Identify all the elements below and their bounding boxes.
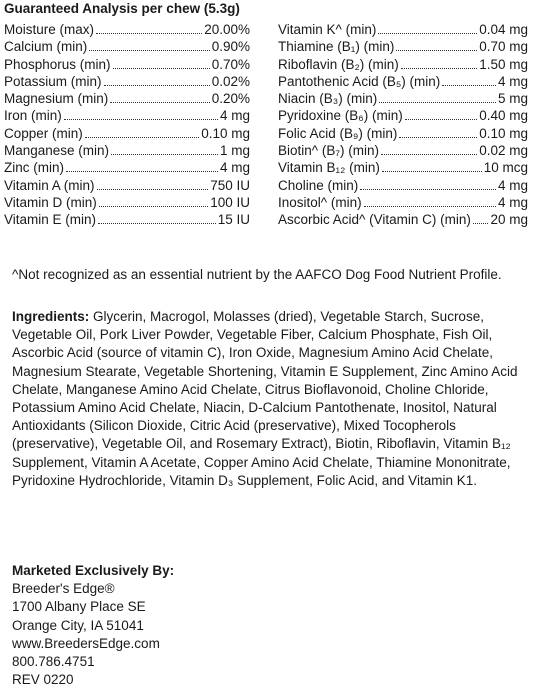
analysis-right-column xyxy=(278,22,528,230)
company-name: Breeder's Edge® xyxy=(12,581,115,597)
nutrient-value: 4 mg xyxy=(219,160,250,176)
phone-number: 800.786.4751 xyxy=(12,654,95,670)
analysis-row xyxy=(278,212,528,229)
nutrient-name: Vitamin E (min) xyxy=(4,212,97,228)
analysis-row xyxy=(4,178,250,195)
dot-leader xyxy=(85,137,199,138)
dot-leader xyxy=(110,102,209,103)
dot-leader xyxy=(98,223,216,224)
analysis-title: Guaranteed Analysis per chew (5.3g) xyxy=(4,1,240,16)
dot-leader xyxy=(401,68,477,69)
nutrient-value: 4 mg xyxy=(219,108,250,124)
analysis-row xyxy=(278,39,528,56)
marketed-by-block xyxy=(12,562,174,689)
nutrient-name: Pyridoxine (B₆) (min) xyxy=(278,108,403,124)
nutrient-value: 750 IU xyxy=(210,177,250,193)
nutrient-value: 15 IU xyxy=(217,212,250,228)
nutrient-value: 0.10 mg xyxy=(479,125,528,141)
nutrient-name: Vitamin A (min) xyxy=(4,177,95,193)
dot-leader xyxy=(113,68,210,69)
ingredients-block xyxy=(12,308,524,490)
nutrient-name: Copper (min) xyxy=(4,125,83,141)
analysis-row xyxy=(278,178,528,195)
nutrient-name: Thiamine (B₁) (min) xyxy=(278,39,395,55)
nutrient-name: Phosphorus (min) xyxy=(4,56,111,72)
analysis-row xyxy=(278,143,528,160)
nutrient-name: Riboflavin (B₂) (min) xyxy=(278,56,399,72)
aafco-footnote: ^Not recognized as an essential nutrient by the AAFCO Dog Food Nutrient Profile. xyxy=(12,267,502,282)
nutrient-value: 4 mg xyxy=(497,73,528,89)
nutrient-value: 0.70 mg xyxy=(479,39,528,55)
nutrient-name: Inositol^ (min) xyxy=(278,194,362,210)
nutrient-name: Ascorbic Acid^ (Vitamin C) (min) xyxy=(278,212,471,228)
dot-leader xyxy=(364,206,496,207)
nutrient-name: Potassium (min) xyxy=(4,73,102,89)
dot-leader xyxy=(382,171,482,172)
nutrient-value: 1.50 mg xyxy=(479,56,528,72)
address-line-2: Orange City, IA 51041 xyxy=(12,617,144,633)
nutrient-name: Choline (min) xyxy=(278,177,359,193)
analysis-row xyxy=(4,212,250,229)
dot-leader xyxy=(66,171,218,172)
analysis-row xyxy=(278,160,528,177)
dot-leader xyxy=(64,119,218,120)
dot-leader xyxy=(396,50,477,51)
nutrient-value: 20 mg xyxy=(490,212,528,228)
nutrient-name: Zinc (min) xyxy=(4,160,64,176)
analysis-left-column xyxy=(4,22,250,230)
nutrient-value: 0.04 mg xyxy=(479,22,528,37)
nutrient-name: Niacin (B₃) (min) xyxy=(278,91,378,107)
nutrient-value: 0.10 mg xyxy=(201,125,250,141)
nutrient-value: 0.70% xyxy=(211,56,250,72)
dot-leader xyxy=(104,85,210,86)
dot-leader xyxy=(381,154,477,155)
analysis-row xyxy=(4,126,250,143)
nutrient-name: Biotin^ (B₇) (min) xyxy=(278,143,379,159)
analysis-row xyxy=(4,143,250,160)
nutrient-value: 1 mg xyxy=(219,143,250,159)
nutrient-value: 0.02% xyxy=(211,73,250,89)
analysis-row xyxy=(4,195,250,212)
analysis-row xyxy=(278,57,528,74)
nutrient-value: 0.20% xyxy=(211,91,250,107)
dot-leader xyxy=(379,102,496,103)
dot-leader xyxy=(111,154,218,155)
analysis-row xyxy=(4,108,250,125)
analysis-row xyxy=(4,22,250,39)
dot-leader xyxy=(97,189,209,190)
nutrient-name: Folic Acid (B₉) (min) xyxy=(278,125,398,141)
analysis-row xyxy=(278,22,528,39)
nutrient-value: 0.40 mg xyxy=(479,108,528,124)
nutrient-name: Manganese (min) xyxy=(4,143,110,159)
dot-leader xyxy=(360,189,496,190)
analysis-row xyxy=(4,91,250,108)
dot-leader xyxy=(96,33,202,34)
analysis-row xyxy=(278,195,528,212)
analysis-row xyxy=(278,91,528,108)
nutrient-name: Magnesium (min) xyxy=(4,91,109,107)
dot-leader xyxy=(405,119,478,120)
nutrient-value: 100 IU xyxy=(210,194,250,210)
dot-leader xyxy=(442,85,496,86)
analysis-row xyxy=(4,39,250,56)
dot-leader xyxy=(378,33,477,34)
analysis-row xyxy=(278,126,528,143)
nutrient-value: 20.00% xyxy=(204,22,250,37)
dot-leader xyxy=(473,223,489,224)
nutrient-name: Calcium (min) xyxy=(4,39,88,55)
dot-leader xyxy=(99,206,208,207)
website-text: www.BreedersEdge.com xyxy=(12,635,160,651)
nutrient-value: 4 mg xyxy=(497,177,528,193)
analysis-row xyxy=(4,160,250,177)
nutrient-name: Moisture (max) xyxy=(4,22,95,37)
ingredients-label: Ingredients: xyxy=(12,309,90,324)
nutrient-value: 5 mg xyxy=(497,91,528,107)
analysis-row xyxy=(278,108,528,125)
nutrient-name: Pantothenic Acid (B₅) (min) xyxy=(278,73,441,89)
nutrient-value: 4 mg xyxy=(497,194,528,210)
ingredients-text: Glycerin, Macrogol, Molasses (dried), Vegetable Starch, Sucrose, Vegetable Oil, Pork Liver Powder, Vegetable Fiber, Calcium Phosphate, Fish Oil, Ascorbic Acid (source of vitamin C), Iron Oxide, Magnesium Amino Acid Chelate, Magnesium Stearate, Vegetable Shortening, Vitamin E Supplement, Zinc Amino Acid Chelate, Manganese Amino Acid Chelate, Citrus Bioflavonoid, Choline Chloride, Potassium Amino Acid Chelate, Niacin, D-Calcium Pantothenate, Inositol, Natural Antioxidants (Silicon Dioxide, Citric Acid (preservative), Mixed Tocopherols (preservative), Vegetable Oil, and Rosemary Extract), Biotin, Riboflavin, Vitamin B₁₂ Supplement, Vitamin A Acetate, Copper Amino Acid Chelate, Thiamine Mononitrate, Pyridoxine Hydrochloride, Vitamin D₃ Supplement, Folic Acid, and Vitamin K1. xyxy=(12,309,518,488)
nutrient-name: Iron (min) xyxy=(4,108,62,124)
nutrient-value: 10 mcg xyxy=(483,160,528,176)
dot-leader xyxy=(399,137,477,138)
address-line-1: 1700 Albany Place SE xyxy=(12,599,146,615)
revision-code: REV 0220 xyxy=(12,672,74,688)
nutrient-name: Vitamin K^ (min) xyxy=(278,22,377,37)
analysis-row xyxy=(278,74,528,91)
nutrient-name: Vitamin B₁₂ (min) xyxy=(278,160,380,176)
nutrient-value: 0.02 mg xyxy=(479,143,528,159)
marketed-heading: Marketed Exclusively By: xyxy=(12,563,175,578)
nutrient-name: Vitamin D (min) xyxy=(4,194,97,210)
analysis-row xyxy=(4,74,250,91)
dot-leader xyxy=(89,50,209,51)
analysis-row xyxy=(4,57,250,74)
nutrient-value: 0.90% xyxy=(211,39,250,55)
